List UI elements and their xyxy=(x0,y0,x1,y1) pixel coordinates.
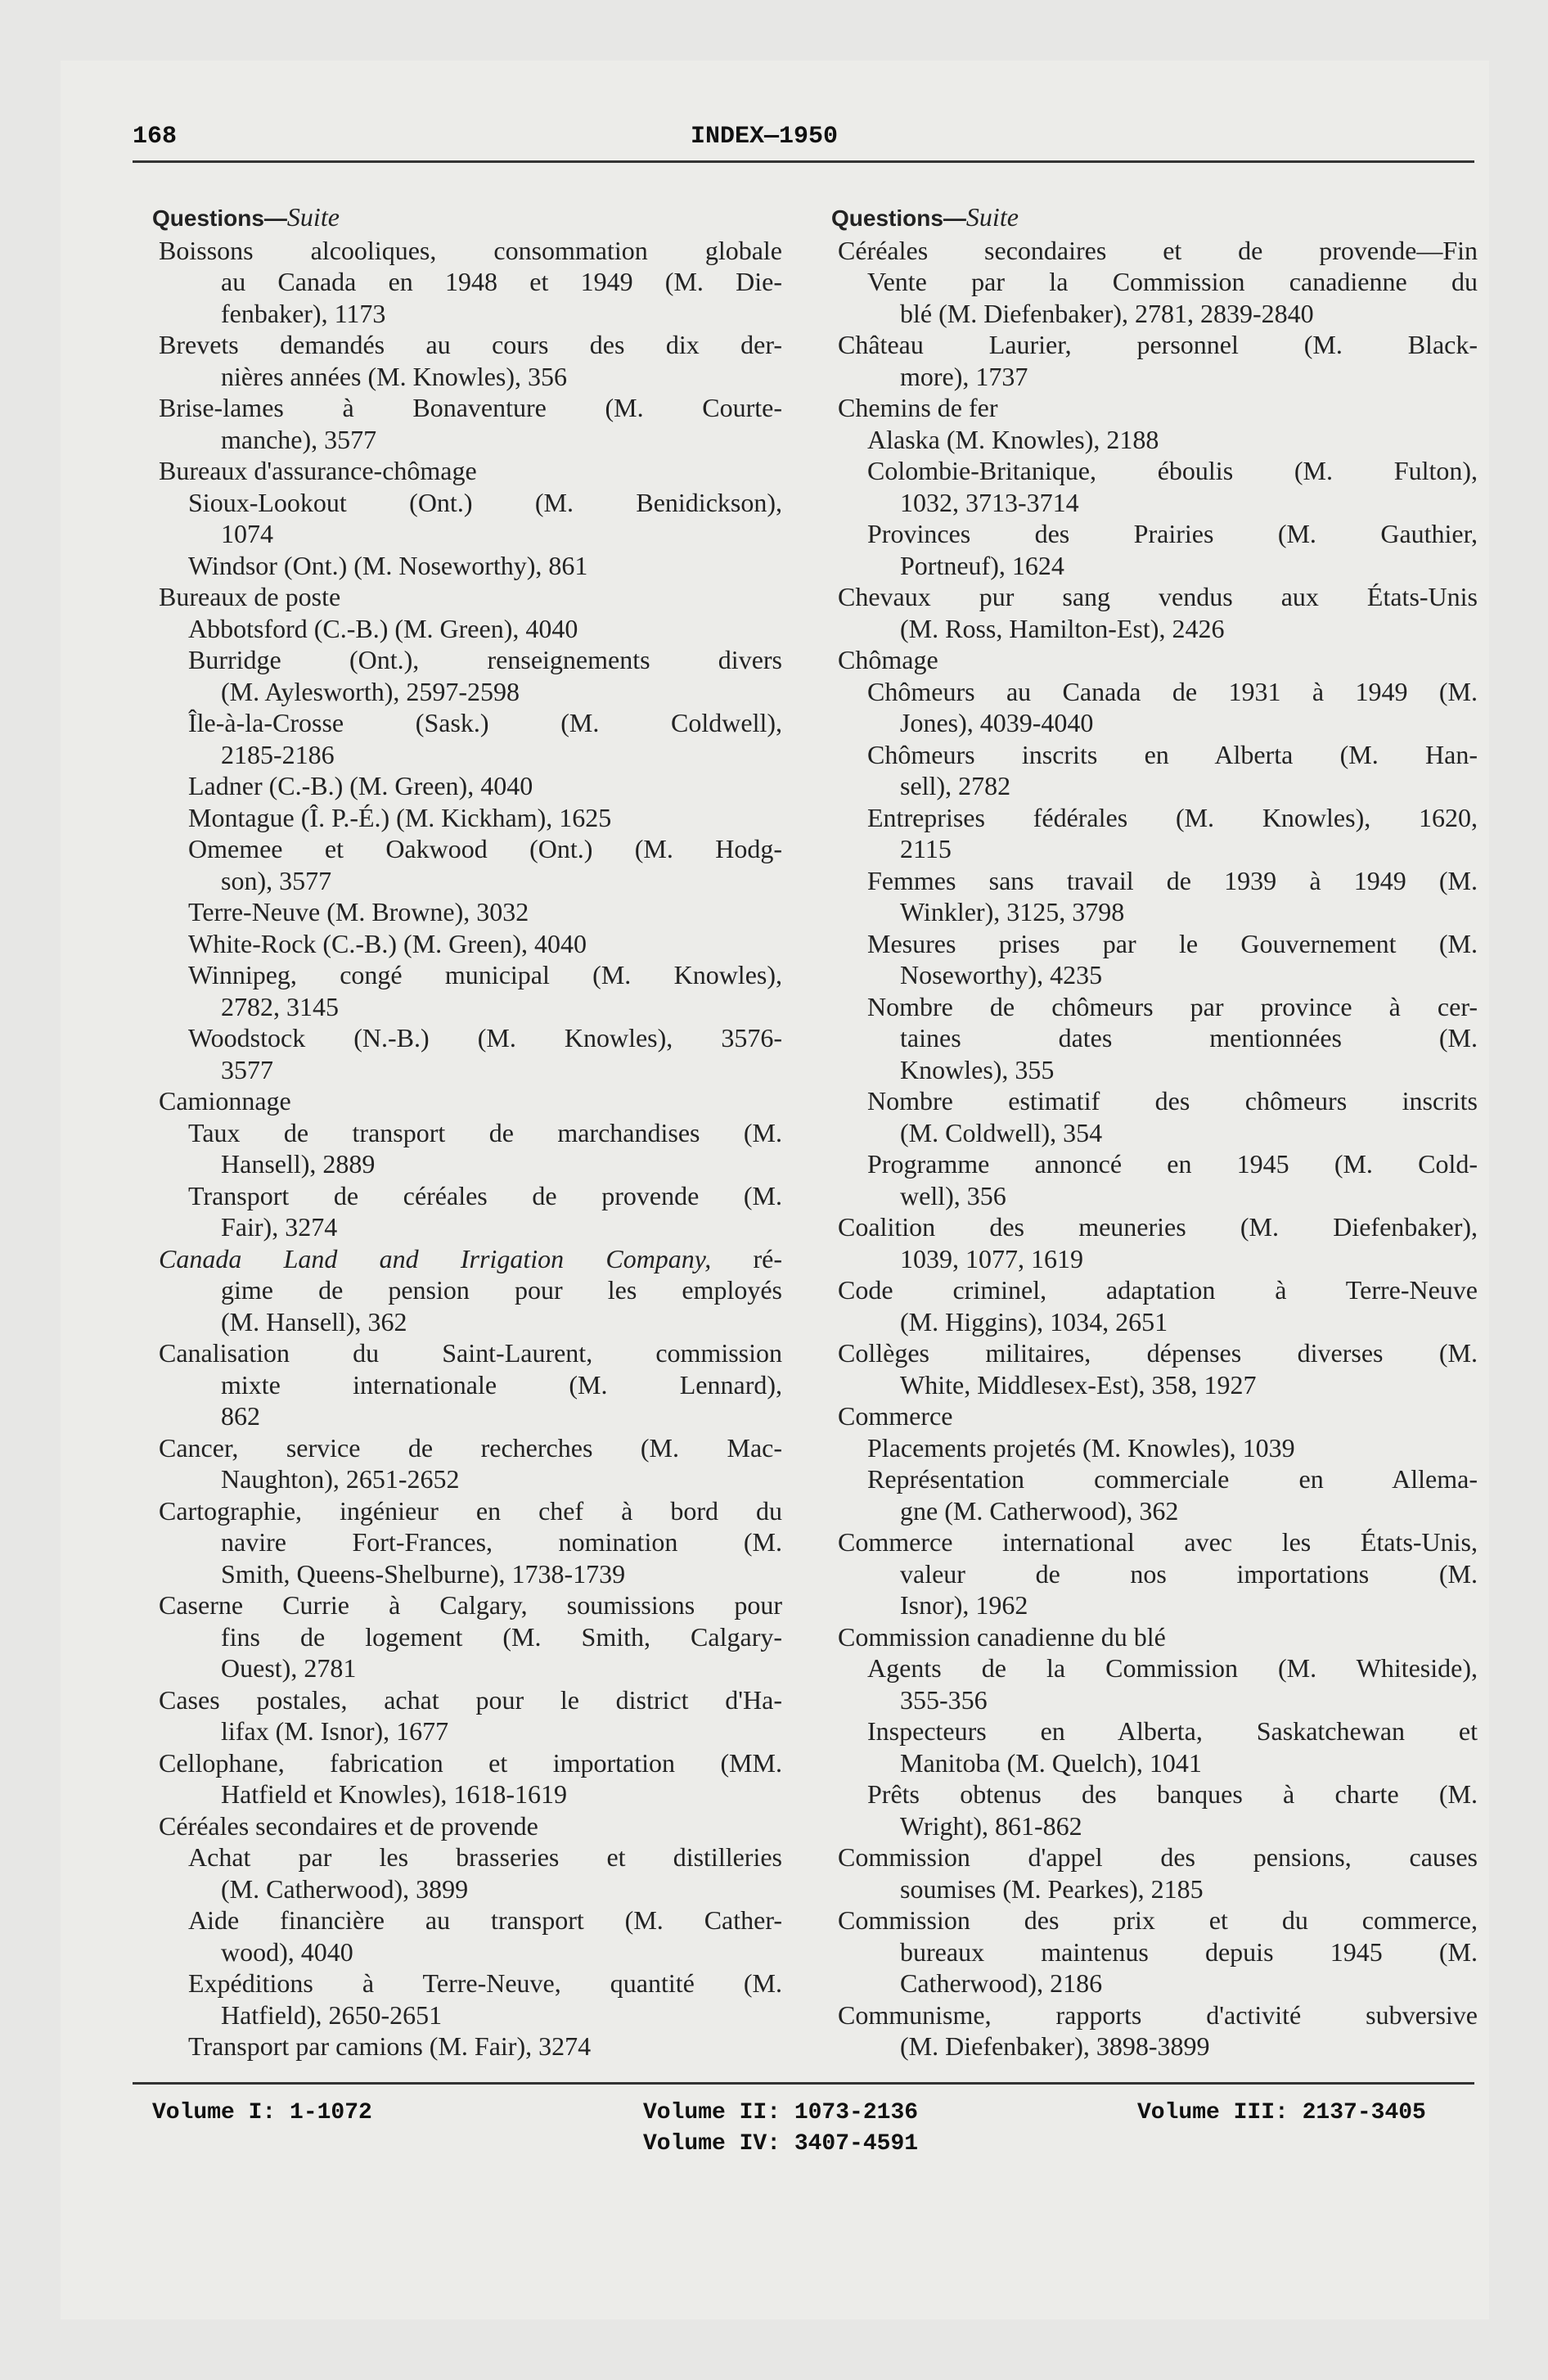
index-line: Céréales secondaires et de provende xyxy=(159,1810,538,1841)
index-line: Hatfield et Knowles), 1618-1619 xyxy=(221,1779,568,1809)
index-line: Wright), 861-862 xyxy=(900,1810,1082,1841)
index-line: 2185-2186 xyxy=(221,739,335,769)
index-line: Winkler), 3125, 3798 xyxy=(900,897,1125,926)
footer-volume-1: Volume I: 1-1072 xyxy=(152,2100,372,2125)
index-line: Céréales secondaires et de provende—Fin xyxy=(838,235,1478,265)
index-line: fins de logement (M. Smith, Calgary- xyxy=(221,1621,782,1652)
index-line: fenbaker), 1173 xyxy=(221,298,386,328)
index-line: Portneuf), 1624 xyxy=(900,550,1064,580)
index-line: soumises (M. Pearkes), 2185 xyxy=(900,1873,1204,1904)
index-line: Boissons alcooliques, consommation globale xyxy=(159,235,782,265)
index-line: Winnipeg, congé municipal (M. Knowles), xyxy=(188,960,782,989)
index-line: Canada Land and Irrigation Company, ré- xyxy=(159,1243,783,1273)
index-line: Chômeurs au Canada de 1931 à 1949 (M. xyxy=(867,676,1478,706)
index-line: Chevaux pur sang vendus aux États-Unis xyxy=(838,582,1478,611)
index-line: Vente par la Commission canadienne du xyxy=(867,267,1478,296)
index-line: Bureaux de poste xyxy=(159,582,341,611)
index-line: Naughton), 2651-2652 xyxy=(221,1464,460,1494)
index-line: 862 xyxy=(221,1401,260,1431)
index-line: Montague (Î. P.-É.) (M. Kickham), 1625 xyxy=(188,802,612,832)
index-line: son), 3577 xyxy=(221,865,332,895)
index-line: Commission des prix et du commerce, xyxy=(838,1905,1478,1935)
index-line: Nombre de chômeurs par province à cer- xyxy=(867,991,1478,1021)
index-line: Cancer, service de recherches (M. Mac- xyxy=(159,1432,782,1463)
index-line: Programme annoncé en 1945 (M. Cold- xyxy=(867,1149,1478,1179)
left-column xyxy=(152,201,782,2062)
section-heading: Questions—Suite xyxy=(152,202,340,232)
index-line: Cases postales, achat pour le district d'Ha- xyxy=(159,1684,782,1715)
index-line: Woodstock (N.-B.) (M. Knowles), 3576- xyxy=(188,1023,782,1053)
index-line: Manitoba (M. Quelch), 1041 xyxy=(900,1747,1202,1778)
index-line: Île-à-la-Crosse (Sask.) (M. Coldwell), xyxy=(188,708,782,737)
index-line: Chemins de fer xyxy=(838,393,998,422)
index-line: White-Rock (C.-B.) (M. Green), 4040 xyxy=(188,928,587,958)
index-line: Isnor), 1962 xyxy=(900,1590,1028,1620)
index-line: Commerce xyxy=(838,1401,953,1431)
index-line: (M. Hansell), 362 xyxy=(221,1306,407,1336)
index-line: 3577 xyxy=(221,1054,273,1084)
index-line: Windsor (Ont.) (M. Noseworthy), 861 xyxy=(188,550,588,580)
index-line: taines dates mentionnées (M. xyxy=(900,1023,1478,1053)
index-line: Expéditions à Terre-Neuve, quantité (M. xyxy=(188,1968,782,1998)
index-line: Ladner (C.-B.) (M. Green), 4040 xyxy=(188,771,533,800)
index-line: Sioux-Lookout (Ont.) (M. Benidickson), xyxy=(188,487,782,517)
index-line: Fair), 3274 xyxy=(221,1212,338,1242)
index-line: (M. Aylesworth), 2597-2598 xyxy=(221,676,520,706)
index-line: 1039, 1077, 1619 xyxy=(900,1243,1083,1273)
index-line: Commerce international avec les États-Unis, xyxy=(838,1527,1478,1557)
footer-volume-4: Volume IV: 3407-4591 xyxy=(643,2131,919,2157)
index-line: Code criminel, adaptation à Terre-Neuve xyxy=(838,1275,1478,1305)
index-line: lifax (M. Isnor), 1677 xyxy=(221,1716,449,1746)
index-line: (M. Coldwell), 354 xyxy=(900,1117,1103,1147)
index-line: navire Fort-Frances, nomination (M. xyxy=(221,1527,782,1557)
index-line: blé (M. Diefenbaker), 2781, 2839-2840 xyxy=(900,298,1314,328)
index-line: Agents de la Commission (M. Whiteside), xyxy=(867,1653,1478,1683)
index-line: Communisme, rapports d'activité subversive xyxy=(838,1999,1478,2030)
index-line: Collèges militaires, dépenses diverses (M. xyxy=(838,1338,1478,1368)
index-line: valeur de nos importations (M. xyxy=(900,1558,1478,1589)
index-line: Achat par les brasseries et distilleries xyxy=(188,1842,782,1872)
index-line: 355-356 xyxy=(900,1684,988,1715)
section-heading: Questions—Suite xyxy=(831,202,1019,232)
index-line: Burridge (Ont.), renseignements divers xyxy=(188,645,782,674)
index-line: mixte internationale (M. Lennard), xyxy=(221,1369,782,1400)
index-line: Aide financière au transport (M. Cather- xyxy=(188,1905,782,1935)
index-line: Inspecteurs en Alberta, Saskatchewan et xyxy=(867,1716,1478,1746)
footer-rule xyxy=(133,2082,1474,2085)
index-line: Abbotsford (C.-B.) (M. Green), 4040 xyxy=(188,613,578,643)
index-line: (M. Catherwood), 3899 xyxy=(221,1873,469,1904)
index-line: 1074 xyxy=(221,519,273,548)
running-title: INDEX—1950 xyxy=(691,123,839,151)
index-line: (M. Higgins), 1034, 2651 xyxy=(900,1306,1168,1336)
index-line: Placements projetés (M. Knowles), 1039 xyxy=(867,1432,1295,1463)
index-line: Knowles), 355 xyxy=(900,1054,1055,1084)
index-line: Smith, Queens-Shelburne), 1738-1739 xyxy=(221,1558,626,1589)
index-line: Brevets demandés au cours des dix der- xyxy=(159,330,782,359)
footer-volume-2: Volume II: 1073-2136 xyxy=(643,2100,919,2125)
index-line: (M. Diefenbaker), 3898-3899 xyxy=(900,2031,1210,2061)
index-line: Alaska (M. Knowles), 2188 xyxy=(867,424,1159,454)
footer-volume-3: Volume III: 2137-3405 xyxy=(1137,2100,1426,2125)
index-line: well), 356 xyxy=(900,1180,1006,1210)
index-line: Chômeurs inscrits en Alberta (M. Han- xyxy=(867,739,1478,769)
index-line: 2115 xyxy=(900,834,952,863)
index-line: au Canada en 1948 et 1949 (M. Die- xyxy=(221,267,782,296)
index-line: Nombre estimatif des chômeurs inscrits xyxy=(867,1086,1478,1116)
index-line: Transport de céréales de provende (M. xyxy=(188,1180,782,1210)
index-line: manche), 3577 xyxy=(221,424,377,454)
index-line: Bureaux d'assurance-chômage xyxy=(159,456,477,485)
index-line: Commission canadienne du blé xyxy=(838,1621,1166,1652)
index-line: Chômage xyxy=(838,645,938,674)
page-number: 168 xyxy=(133,123,178,151)
index-line: gime de pension pour les employés xyxy=(221,1275,782,1305)
index-line: Omemee et Oakwood (Ont.) (M. Hodg- xyxy=(188,834,782,863)
index-line: Camionnage xyxy=(159,1086,291,1116)
index-line: Terre-Neuve (M. Browne), 3032 xyxy=(188,897,529,926)
index-line: Canalisation du Saint-Laurent, commission xyxy=(159,1338,782,1368)
index-line: Commission d'appel des pensions, causes xyxy=(838,1842,1478,1872)
index-line: Femmes sans travail de 1939 à 1949 (M. xyxy=(867,865,1478,895)
header-rule xyxy=(133,160,1474,163)
right-column xyxy=(831,201,1478,2062)
index-line: Hansell), 2889 xyxy=(221,1149,376,1179)
index-line: Catherwood), 2186 xyxy=(900,1968,1103,1998)
index-line: Cartographie, ingénieur en chef à bord du xyxy=(159,1495,782,1526)
index-line: 2782, 3145 xyxy=(221,991,339,1021)
index-line: Hatfield), 2650-2651 xyxy=(221,1999,443,2030)
index-line: Entreprises fédérales (M. Knowles), 1620, xyxy=(867,802,1478,832)
index-line: Château Laurier, personnel (M. Black- xyxy=(838,330,1478,359)
index-line: Mesures prises par le Gouvernement (M. xyxy=(867,928,1478,958)
index-line: Transport par camions (M. Fair), 3274 xyxy=(188,2031,592,2061)
index-line: Coalition des meuneries (M. Diefenbaker), xyxy=(838,1212,1478,1242)
index-line: gne (M. Catherwood), 362 xyxy=(900,1495,1179,1526)
index-line: nières années (M. Knowles), 356 xyxy=(221,361,567,391)
index-line: Colombie-Britanique, éboulis (M. Fulton), xyxy=(867,456,1478,485)
index-line: bureaux maintenus depuis 1945 (M. xyxy=(900,1936,1478,1967)
index-line: wood), 4040 xyxy=(221,1936,353,1967)
index-line: Provinces des Prairies (M. Gauthier, xyxy=(867,519,1478,548)
index-line: sell), 2782 xyxy=(900,771,1011,800)
index-line: (M. Ross, Hamilton-Est), 2426 xyxy=(900,613,1225,643)
index-line: Ouest), 2781 xyxy=(221,1653,357,1683)
index-line: Jones), 4039-4040 xyxy=(900,708,1094,737)
index-line: Taux de transport de marchandises (M. xyxy=(188,1117,782,1147)
index-line: White, Middlesex-Est), 358, 1927 xyxy=(900,1369,1257,1400)
index-line: Brise-lames à Bonaventure (M. Courte- xyxy=(159,393,782,422)
index-line: Caserne Currie à Calgary, soumissions pour xyxy=(159,1590,782,1620)
index-line: Représentation commerciale en Allema- xyxy=(867,1464,1478,1494)
index-line: Prêts obtenus des banques à charte (M. xyxy=(867,1779,1478,1809)
index-line: 1032, 3713-3714 xyxy=(900,487,1079,517)
index-line: Cellophane, fabrication et importation (MM. xyxy=(159,1747,782,1778)
index-line: more), 1737 xyxy=(900,361,1028,391)
index-line: Noseworthy), 4235 xyxy=(900,960,1103,989)
